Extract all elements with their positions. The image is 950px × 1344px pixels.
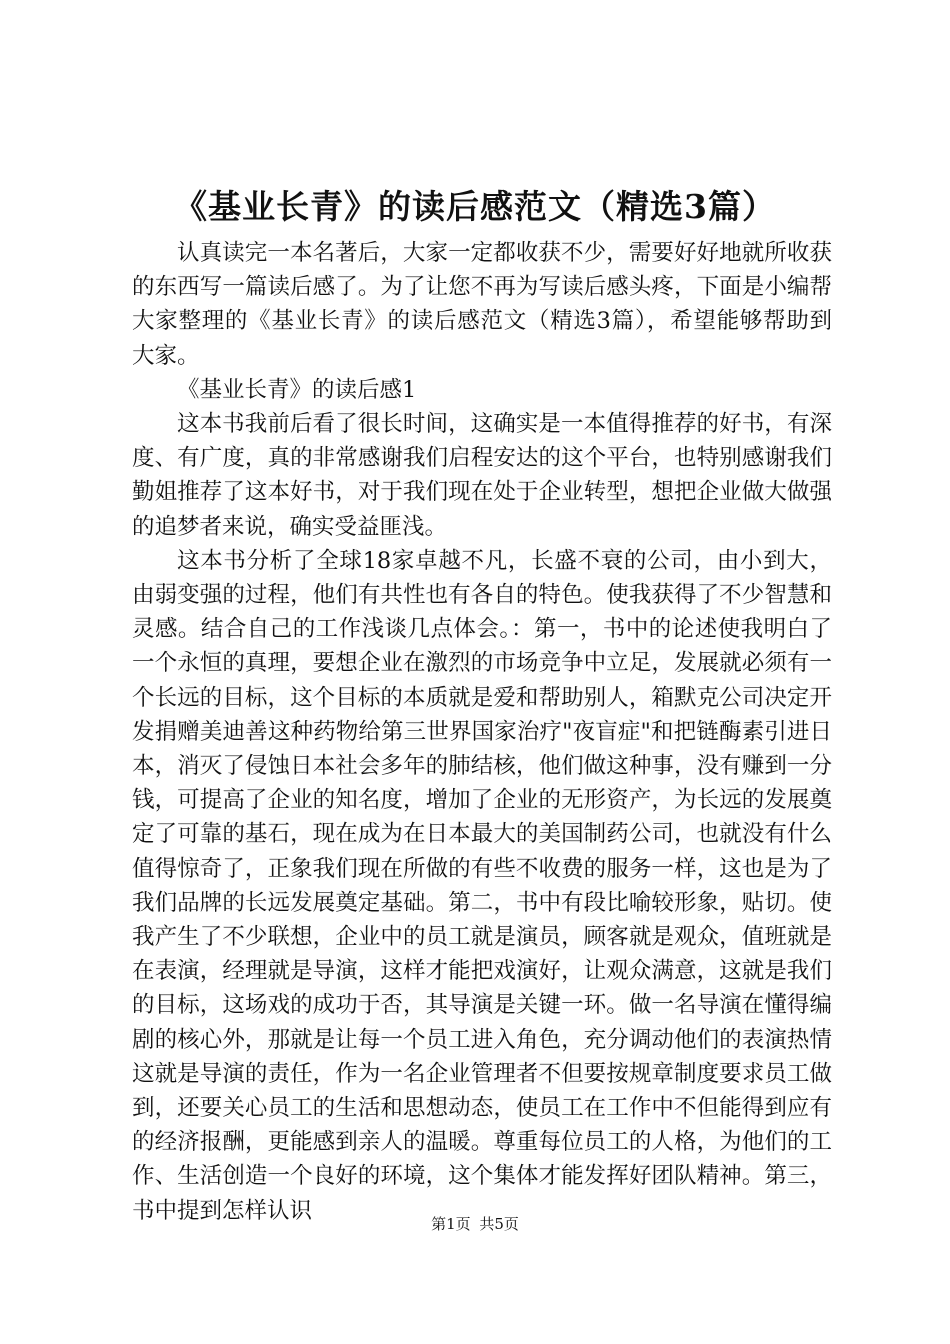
page-footer (0, 1214, 950, 1234)
body-paragraph: 这本书分析了全球18家卓越不凡，长盛不衰的公司，由小到大，由弱变强的过程，他们有共性也有各自的特色。使我获得了不少智慧和灵感。结合自己的工作浅谈几点体会。：第一，书中的论述使我明白了一个永恒的真理，要想企业在激烈的市场竞争中立足，发展就必须有一个长远的目标，这个目标的本质就是爱和帮助别人，箱默克公司决定开发捐赠美迪善这种药物给第三世界国家治疗"夜盲症"和把链酶素引进日本，消灭了侵蚀日本社会多年的肺结核，他们做这种事，没有赚到一分钱，可提高了企业的知名度，增加了企业的无形资产，为长远的发展奠定了可靠的基石，现在成为在日本最大的美国制药公司，也就没有什么值得惊奇了，正象我们现在所做的有些不收费的服务一样，这也是为了我们品牌的长远发展奠定基础。第二，书中有段比喻较形象，贴切。使我产生了不少联想，企业中的员工就是演员，顾客就是观众，值班就是在表演，经理就是导演，这样才能把戏演好，让观众满意，这就是我们的目标，这场戏的成功于否，其导演是关键一环。做一名导演在懂得编剧的核心外，那就是让每一个员工进入角色，充分调动他们的表演热情这就是导演的责任，作为一名企业管理者不但要按规章制度要求员工做到，还要关心员工的生活和思想动态，使员工在工作中不但能得到应有的经济报酬，更能感到亲人的温暖。尊重每位员工的人格，为他们的工作、生活创造一个良好的环境，这个集体才能发挥好团队精神。第三，书中提到怎样认识 (132, 547, 832, 1224)
body-paragraph: 这本书我前后看了很长时间，这确实是一本值得推荐的好书，有深度、有广度，真的非常感谢我们启程安达的这个平台，也特别感谢我们勤姐推荐了这本好书，对于我们现在处于企业转型，想把企业做大做强的追梦者来说，确实受益匪浅。 (132, 411, 832, 540)
page-number: 第1页 (431, 1215, 471, 1233)
section-heading: 《基业长青》的读后感1 (177, 376, 417, 403)
page-total: 共5页 (479, 1215, 519, 1233)
document-body (132, 236, 832, 1228)
intro-paragraph: 认真读完一本名著后，大家一定都收获不少，需要好好地就所收获的东西写一篇读后感了。为了让您不再为写读后感头疼，下面是小编帮大家整理的《基业长青》的读后感范文（精选3篇），希望能够帮助到大家。 (132, 240, 832, 369)
document-title: 《基业长青》的读后感范文（精选3篇） (174, 187, 776, 226)
